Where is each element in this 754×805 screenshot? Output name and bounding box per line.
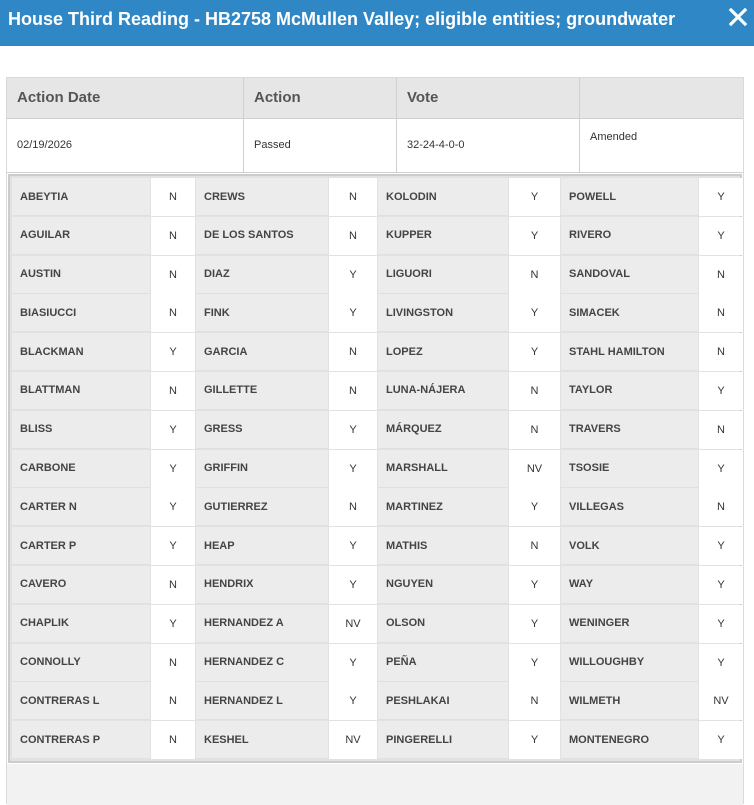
vote-value: Y (509, 644, 560, 682)
vote-value: N (329, 217, 377, 255)
vote-value: N (699, 256, 743, 294)
legislator-name: LOPEZ (378, 333, 508, 371)
legislator-name: KUPPER (378, 217, 508, 255)
legislator-name: STAHL HAMILTON (561, 333, 698, 371)
header-vote: Vote (397, 78, 580, 118)
legislator-name: DE LOS SANTOS (196, 217, 328, 255)
legislator-name: KOLODIN (378, 178, 508, 216)
modal-header (0, 0, 754, 46)
vote-value: N (509, 527, 560, 565)
legislator-name: CARTER N (12, 488, 150, 526)
legislator-name: CREWS (196, 178, 328, 216)
table-header (7, 78, 743, 119)
legislator-name: SANDOVAL (561, 256, 698, 294)
vote-value: N (151, 294, 195, 332)
legislator-name: MARTINEZ (378, 488, 508, 526)
legislator-name: LUNA-NÁJERA (378, 372, 508, 410)
vote-value: Y (699, 566, 743, 604)
legislator-name: MÁRQUEZ (378, 411, 508, 449)
vote-value: N (329, 178, 377, 216)
vote-value: N (509, 682, 560, 720)
vote-value: Y (509, 721, 560, 759)
action-value: Passed (244, 119, 397, 172)
legislator-name: CONTRERAS P (12, 721, 150, 759)
table-row (7, 119, 743, 173)
vote-value: Y (329, 566, 377, 604)
modal-title: House Third Reading - HB2758 McMullen Valley; eligible entities; groundwater (8, 9, 676, 29)
vote-value: Y (699, 217, 743, 255)
legislator-name: PINGERELLI (378, 721, 508, 759)
vote-value: Y (509, 605, 560, 643)
vote-value: NV (699, 682, 743, 720)
vote-value: Y (151, 527, 195, 565)
vote-value: N (699, 488, 743, 526)
legislator-name: AUSTIN (12, 256, 150, 294)
vote-value: N (151, 256, 195, 294)
legislator-name: BLISS (12, 411, 150, 449)
roll-call-table (8, 174, 742, 763)
vote-value: N (509, 372, 560, 410)
legislator-name: DIAZ (196, 256, 328, 294)
vote-value: Y (699, 605, 743, 643)
amended-note: Amended (590, 131, 638, 143)
legislator-name: LIVINGSTON (378, 294, 508, 332)
vote-value: Y (329, 294, 377, 332)
vote-value: Y (329, 450, 377, 488)
legislator-name: HERNANDEZ A (196, 605, 328, 643)
vote-value: N (151, 178, 195, 216)
vote-value: N (329, 333, 377, 371)
legislator-name: LIGUORI (378, 256, 508, 294)
vote-value: Y (151, 605, 195, 643)
vote-value: NV (329, 721, 377, 759)
vote-value: NV (329, 605, 377, 643)
legislator-name: CAVERO (12, 566, 150, 604)
legislator-name: HENDRIX (196, 566, 328, 604)
vote-value: N (699, 411, 743, 449)
legislator-name: GRESS (196, 411, 328, 449)
legislator-name: SIMACEK (561, 294, 698, 332)
legislator-name: HERNANDEZ C (196, 644, 328, 682)
modal-footer (7, 764, 743, 805)
legislator-name: MONTENEGRO (561, 721, 698, 759)
legislator-name: CARTER P (12, 527, 150, 565)
legislator-name: OLSON (378, 605, 508, 643)
legislator-name: MATHIS (378, 527, 508, 565)
vote-value: N (151, 721, 195, 759)
vote-value: N (151, 644, 195, 682)
legislator-name: CHAPLIK (12, 605, 150, 643)
vote-value: Y (509, 178, 560, 216)
legislator-name: NGUYEN (378, 566, 508, 604)
header-action: Action (244, 78, 397, 118)
vote-value: Y (699, 450, 743, 488)
vote-value: Y (151, 411, 195, 449)
vote-value: Y (329, 644, 377, 682)
vote-value: Y (509, 488, 560, 526)
legislator-name: CONTRERAS L (12, 682, 150, 720)
vote-value: N (329, 488, 377, 526)
vote-value: Y (509, 217, 560, 255)
legislator-name: VILLEGAS (561, 488, 698, 526)
legislator-name: WILLOUGHBY (561, 644, 698, 682)
vote-value: Y (699, 721, 743, 759)
legislator-name: BLACKMAN (12, 333, 150, 371)
legislator-name: HEAP (196, 527, 328, 565)
vote-tally-value: 32-24-4-0-0 (397, 119, 580, 172)
vote-value: N (151, 682, 195, 720)
legislator-name: GUTIERREZ (196, 488, 328, 526)
legislator-name: PESHLAKAI (378, 682, 508, 720)
legislator-name: ABEYTIA (12, 178, 150, 216)
vote-value: Y (699, 372, 743, 410)
legislator-name: CARBONE (12, 450, 150, 488)
vote-value: N (699, 333, 743, 371)
action-date-value: 02/19/2026 (7, 119, 244, 172)
vote-value: Y (151, 333, 195, 371)
legislator-name: TRAVERS (561, 411, 698, 449)
legislator-name: CONNOLLY (12, 644, 150, 682)
vote-value: N (509, 256, 560, 294)
roll-call-grid (12, 178, 743, 759)
vote-value: Y (329, 411, 377, 449)
legislator-name: BLATTMAN (12, 372, 150, 410)
legislator-name: GILLETTE (196, 372, 328, 410)
legislator-name: TSOSIE (561, 450, 698, 488)
vote-value: Y (329, 256, 377, 294)
legislator-name: WAY (561, 566, 698, 604)
legislator-name: BIASIUCCI (12, 294, 150, 332)
vote-detail-panel (6, 77, 744, 804)
vote-value: Y (329, 527, 377, 565)
legislator-name: WILMETH (561, 682, 698, 720)
legislator-name: AGUILAR (12, 217, 150, 255)
vote-value: N (509, 411, 560, 449)
legislator-name: POWELL (561, 178, 698, 216)
vote-value: Y (151, 450, 195, 488)
vote-value: Y (329, 682, 377, 720)
vote-value: N (151, 217, 195, 255)
legislator-name: MARSHALL (378, 450, 508, 488)
legislator-name: FINK (196, 294, 328, 332)
vote-value: N (329, 372, 377, 410)
legislator-name: VOLK (561, 527, 698, 565)
legislator-name: WENINGER (561, 605, 698, 643)
legislator-name: HERNANDEZ L (196, 682, 328, 720)
header-extra (580, 78, 743, 118)
header-action-date: Action Date (7, 78, 244, 118)
vote-value: N (151, 566, 195, 604)
close-icon[interactable] (727, 6, 749, 28)
vote-value: Y (509, 294, 560, 332)
legislator-name: GRIFFIN (196, 450, 328, 488)
legislator-name: KESHEL (196, 721, 328, 759)
vote-value: Y (509, 566, 560, 604)
vote-value: Y (509, 333, 560, 371)
vote-value: NV (509, 450, 560, 488)
vote-value: Y (699, 644, 743, 682)
legislator-name: TAYLOR (561, 372, 698, 410)
legislator-name: GARCIA (196, 333, 328, 371)
vote-value: N (699, 294, 743, 332)
legislator-name: PEÑA (378, 644, 508, 682)
legislator-name: RIVERO (561, 217, 698, 255)
vote-value: Y (699, 527, 743, 565)
vote-value: Y (151, 488, 195, 526)
vote-value: Y (699, 178, 743, 216)
vote-value: N (151, 372, 195, 410)
